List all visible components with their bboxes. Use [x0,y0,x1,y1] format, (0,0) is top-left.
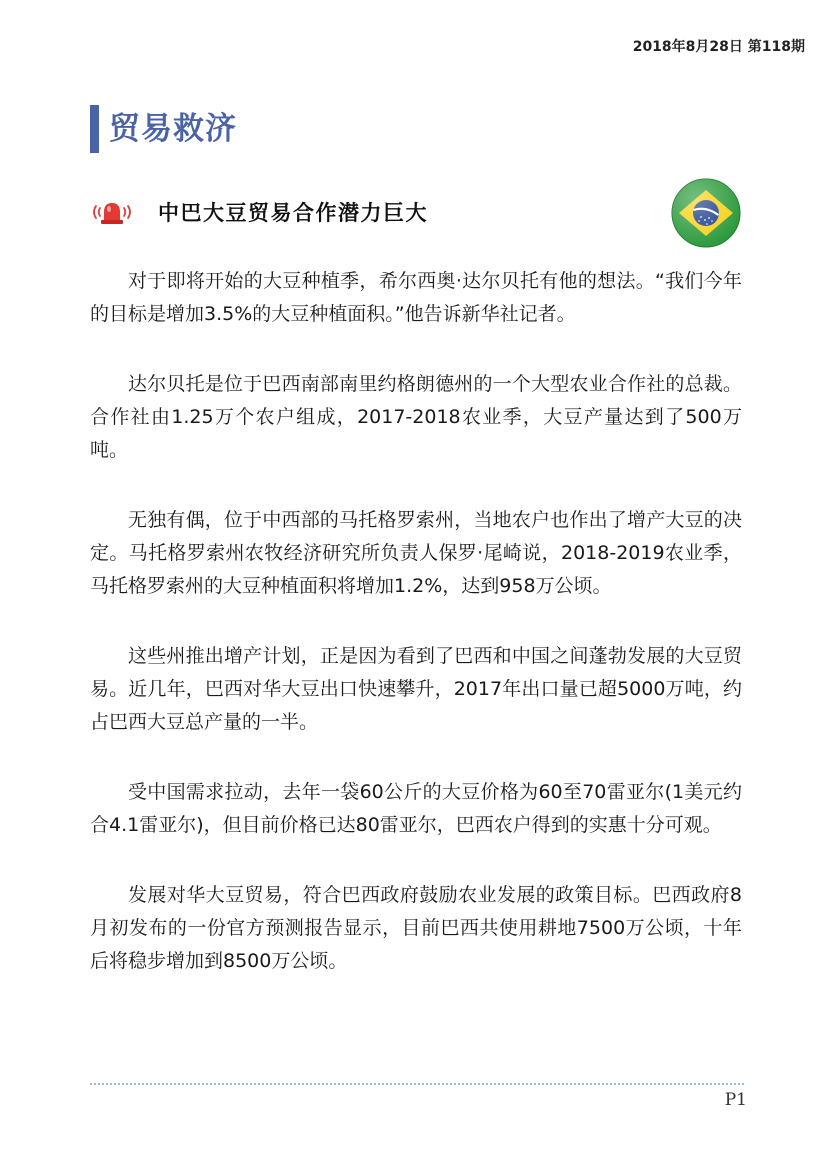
footer-divider [90,1083,744,1085]
paragraph: 这些州推出增产计划，正是因为看到了巴西和中国之间蓬勃发展的大豆贸易。近几年，巴西对华大豆出口快速攀升，2017年出口量已超5000万吨，约占巴西大豆总产量的一半。 [90,645,742,733]
paragraph: 达尔贝托是位于巴西南部南里约格朗德州的一个大型农业合作社的总裁。合作社由1.25万个农户组成，2017-2018农业季，大豆产量达到了500万吨。 [90,373,742,461]
article-body [90,265,742,1015]
issue-date: 2018年8月28日 第118期 [632,39,805,55]
brazil-flag-icon [671,178,741,248]
alarm-bell-icon [90,198,134,226]
headline-text: 中巴大豆贸易合作潜力巨大 [158,201,428,225]
paragraph: 受中国需求拉动，去年一袋60公斤的大豆价格为60至70雷亚尔(1美元约合4.1雷亚尔)，但目前价格已达80雷亚尔，巴西农户得到的实惠十分可观。 [90,781,742,836]
article-headline [90,190,428,234]
paragraph: 无独有偶，位于中西部的马托格罗索州，当地农户也作出了增产大豆的决定。马托格罗索州农牧经济研究所负责人保罗·尾崎说，2018-2019农业季，马托格罗索州的大豆种植面积将增加1.2%，达到958万公顷。 [90,509,742,597]
section-header [90,104,237,154]
page-number: P1 [724,1090,747,1110]
paragraph: 发展对华大豆贸易，符合巴西政府鼓励农业发展的政策目标。巴西政府8月初发布的一份官方预测报告显示，目前巴西共使用耕地7500万公顷，十年后将稳步增加到8500万公顷。 [90,884,742,972]
section-accent-bar [90,105,99,153]
section-title: 贸易救济 [109,111,237,147]
paragraph: 对于即将开始的大豆种植季，希尔西奥·达尔贝托有他的想法。“我们今年的目标是增加3.5%的大豆种植面积。”他告诉新华社记者。 [90,270,742,325]
